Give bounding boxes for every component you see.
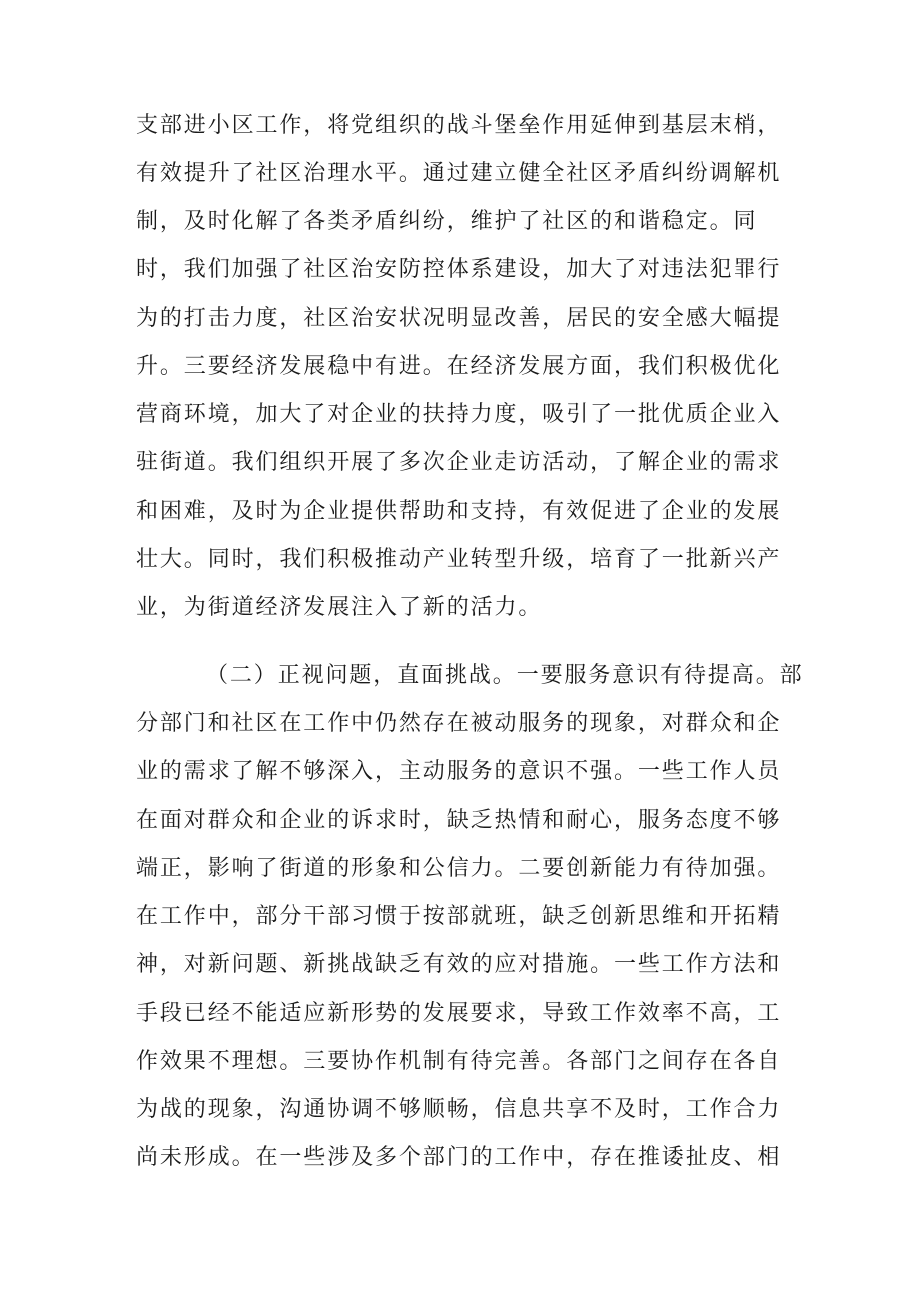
text-line: 制，及时化解了各类矛盾纠纷，维护了社区的和谐稳定。同 (136, 209, 758, 234)
text-line: 尚未形成。在一些涉及多个部门的工作中，存在推诿扯皮、相 (136, 1145, 782, 1170)
text-line: 作效果不理想。三要协作机制有待完善。各部门之间存在各自 (136, 1049, 782, 1074)
text-line: 业，为街道经济发展注入了新的活力。 (136, 595, 543, 620)
text-line: 神，对新问题、新挑战缺乏有效的应对措施。一些工作方法和 (136, 952, 782, 977)
text-line: 在工作中，部分干部习惯于按部就班，缺乏创新思维和开拓精 (136, 904, 782, 929)
text-line: 支部进小区工作，将党组织的战斗堡垒作用延伸到基层末梢， (136, 113, 782, 138)
text-line: （二）正视问题，直面挑战。一要服务意识有待提高。部 (206, 663, 804, 688)
text-line: 时，我们加强了社区治安防控体系建设，加大了对违法犯罪行 (136, 257, 782, 282)
text-line: 业的需求了解不够深入，主动服务的意识不强。一些工作人员 (136, 759, 782, 784)
text-line: 和困难，及时为企业提供帮助和支持，有效促进了企业的发展 (136, 499, 782, 524)
text-line: 分部门和社区在工作中仍然存在被动服务的现象，对群众和企 (136, 711, 782, 736)
text-line: 营商环境，加大了对企业的扶持力度，吸引了一批优质企业入 (136, 402, 782, 427)
text-line: 为战的现象，沟通协调不够顺畅，信息共享不及时，工作合力 (136, 1097, 782, 1122)
text-line: 驻街道。我们组织开展了多次企业走访活动，了解企业的需求 (136, 450, 782, 475)
text-line: 手段已经不能适应新形势的发展要求，导致工作效率不高，工 (136, 1001, 782, 1026)
text-line: 壮大。同时，我们积极推动产业转型升级，培育了一批新兴产 (136, 547, 782, 572)
text-line: 有效提升了社区治理水平。通过建立健全社区矛盾纠纷调解机 (136, 161, 782, 186)
text-line: 为的打击力度，社区治安状况明显改善，居民的安全感大幅提 (136, 306, 782, 331)
text-line: 端正，影响了街道的形象和公信力。二要创新能力有待加强。 (136, 856, 782, 881)
text-line: 升。三要经济发展稳中有进。在经济发展方面，我们积极优化 (136, 354, 782, 379)
text-line: 在面对群众和企业的诉求时，缺乏热情和耐心，服务态度不够 (136, 808, 782, 833)
